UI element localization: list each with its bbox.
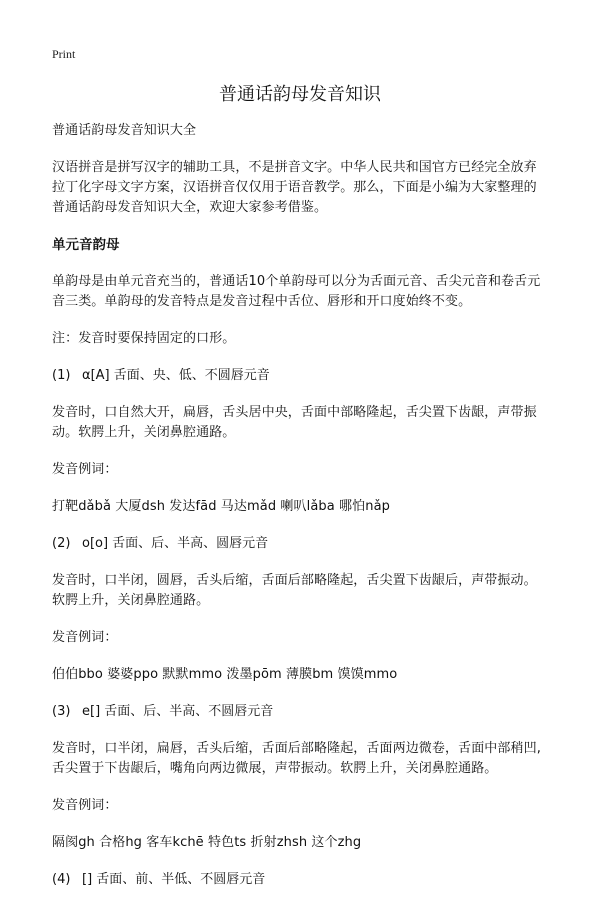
item-number: (3) (52, 704, 71, 719)
vowel-item-heading (52, 366, 548, 386)
example-words: 伯伯bbo 婆婆ppo 默默mmo 泼墨pōm 薄膜bm 馍馍mmo (52, 667, 398, 682)
intro-paragraph: 汉语拼音是拼写汉字的辅助工具，不是拼音文字。中华人民共和国官方已经完全放弃拉丁化字母文字方案，汉语拼音仅仅用于语音教学。那么，下面是小编为大家整理的普通话韵母发音知识大全，欢迎大家参考借鉴。 (52, 160, 537, 215)
example-label: 发音例词： (52, 798, 118, 813)
vowel-item-description: 发音时，口自然大开，扁唇，舌头居中央，舌面中部略隆起，舌尖置下齿龈，声带振动。软腭上升，关闭鼻腔通路。 (52, 405, 537, 440)
example-label: 发音例词： (52, 462, 118, 477)
section-intro-paragraph: 单韵母是由单元音充当的，普通话10个单韵母可以分为舌面元音、舌尖元音和卷舌元音三类。单韵母的发音特点是发音过程中舌位、唇形和开口度始终不变。 (52, 274, 541, 309)
vowel-item-description: 发音时，口半闭，扁唇，舌头后缩，舌面后部略隆起，舌面两边微卷，舌面中部稍凹,舌尖置于下齿龈后，嘴角向两边微展，声带振动。软腭上升，关闭鼻腔通路。 (52, 741, 541, 776)
vowel-item-heading (52, 534, 548, 554)
vowel-item-description: 发音时，口半闭，圆唇，舌头后缩，舌面后部略隆起，舌尖置下齿龈后，声带振动。软腭上升，关闭鼻腔通路。 (52, 573, 537, 608)
article-subtitle: 普通话韵母发音知识大全 (52, 123, 197, 138)
item-number: (2) (52, 536, 71, 551)
article-body (52, 121, 548, 907)
example-label: 发音例词： (52, 630, 118, 645)
example-words: 打靶dǎbǎ 大厦dsh 发达fād 马达mǎd 喇叭lǎba 哪怕nǎp (52, 499, 390, 514)
page-title: 普通话韵母发音知识 (219, 84, 381, 105)
section-heading: 单元音韵母 (52, 237, 120, 253)
vowel-item-heading (52, 702, 548, 722)
item-label: α[A] 舌面、央、低、不圆唇元音 (82, 368, 270, 383)
item-label: [] 舌面、前、半低、不圆唇元音 (82, 872, 266, 887)
note-paragraph: 注：发音时要保持固定的口形。 (52, 331, 236, 346)
item-number: (4) (52, 872, 71, 887)
print-link[interactable]: Print (52, 47, 76, 61)
item-label: e[] 舌面、后、半高、不圆唇元音 (82, 704, 274, 719)
item-number: (1) (52, 368, 71, 383)
vowel-item-heading (52, 870, 548, 890)
item-label: o[o] 舌面、后、半高、圆唇元音 (82, 536, 269, 551)
example-words: 隔阂gh 合格hg 客车kchē 特色ts 折射zhsh 这个zhg (52, 835, 362, 850)
